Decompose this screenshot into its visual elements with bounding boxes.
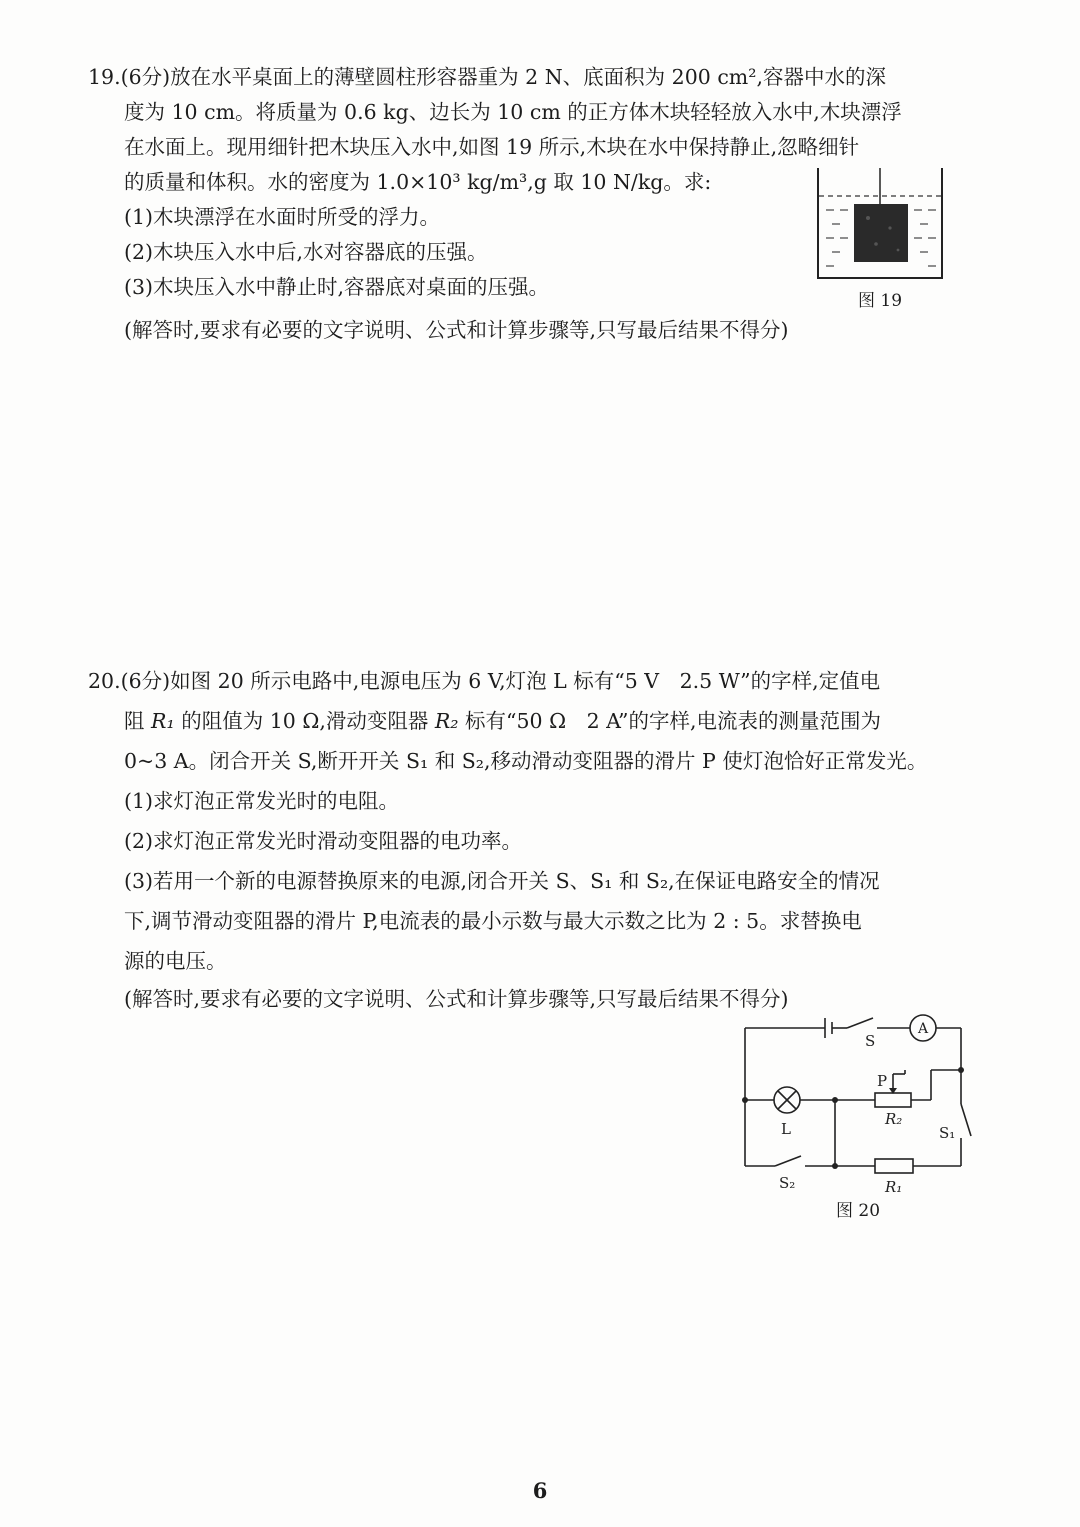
q20-text-1: 如图 20 所示电路中,电源电压为 6 V,灯泡 L 标有“5 V 2.5 W”的字样,定值电 <box>170 669 881 693</box>
switch-s2-blade <box>775 1156 801 1166</box>
q20-line-2: 阻 R₁ 的阻值为 10 Ω,滑动变阻器 R₂ 标有“50 Ω 2 A”的字样,电流表的测量范围为 <box>124 709 881 733</box>
q20-sub-3-line-1: (3)若用一个新的电源替换原来的电源,闭合开关 S、S₁ 和 S₂,在保证电路安全的情况 <box>124 869 880 893</box>
q20-sub-2: (2)求灯泡正常发光时滑动变阻器的电功率。 <box>124 829 523 853</box>
q20-sub-3-line-3: 源的电压。 <box>124 949 227 973</box>
figure-20-caption: 图 20 <box>836 1201 881 1221</box>
label-r2: R₂ <box>885 1110 903 1128</box>
figure-20-circuit-diagram <box>735 1008 975 1198</box>
label-s1: S₁ <box>939 1124 956 1142</box>
q19-text-1: 放在水平桌面上的薄壁圆柱形容器重为 2 N、底面积为 200 cm²,容器中水的深 <box>170 65 886 89</box>
q19-text-2: 度为 10 cm。将质量为 0.6 kg、边长为 10 cm 的正方体木块轻轻放入水中,木块漂浮 <box>124 100 902 124</box>
q19-note: (解答时,要求有必要的文字说明、公式和计算步骤等,只写最后结果不得分) <box>124 318 789 342</box>
figure-19-container-diagram <box>810 162 950 286</box>
q20-sub-3-line-2: 下,调节滑动变阻器的滑片 P,电流表的最小示数与最大示数之比为 2 : 5。求替换电 <box>124 909 862 933</box>
q19-line-1 <box>88 60 886 90</box>
figure-19-caption: 图 19 <box>858 291 903 311</box>
q19-sub-2: (2)木块压入水中后,水对容器底的压强。 <box>124 240 488 264</box>
r2-symbol: R₂ <box>434 709 459 733</box>
r1-symbol: R₁ <box>151 709 175 733</box>
label-s2: S₂ <box>779 1174 796 1192</box>
q19-sub-1: (1)木块漂浮在水面时所受的浮力。 <box>124 205 441 229</box>
label-slider-p: P <box>877 1072 888 1090</box>
label-r1: R₁ <box>885 1178 903 1196</box>
q20-line-1 <box>88 664 880 694</box>
q20-sub-1: (1)求灯泡正常发光时的电阻。 <box>124 789 400 813</box>
q20-number: 20. <box>88 669 121 693</box>
page-number: 6 <box>532 1478 548 1503</box>
switch-s-blade <box>847 1018 873 1028</box>
resistor-r1 <box>875 1159 913 1173</box>
q19-score: (6分) <box>120 65 171 89</box>
q19-text-3: 在水面上。现用细针把木块压入水中,如图 19 所示,木块在水中保持静止,忽略细针 <box>124 135 860 159</box>
q19-number: 19. <box>88 65 121 89</box>
label-switch-s: S <box>865 1032 876 1050</box>
label-ammeter: A <box>917 1021 929 1037</box>
switch-s1-blade <box>961 1104 971 1136</box>
q19-sub-3: (3)木块压入水中静止时,容器底对桌面的压强。 <box>124 275 550 299</box>
resistor-r2 <box>875 1093 911 1107</box>
q19-text-4: 的质量和体积。水的密度为 1.0×10³ kg/m³,g 取 10 N/kg。求: <box>124 170 712 194</box>
q20-note: (解答时,要求有必要的文字说明、公式和计算步骤等,只写最后结果不得分) <box>124 987 789 1011</box>
q20-text-3: 0~3 A。闭合开关 S,断开开关 S₁ 和 S₂,移动滑动变阻器的滑片 P 使灯泡恰好正常发光。 <box>124 749 928 773</box>
wood-block <box>854 204 908 262</box>
q20-score: (6分) <box>120 669 171 693</box>
label-lamp: L <box>781 1120 791 1138</box>
